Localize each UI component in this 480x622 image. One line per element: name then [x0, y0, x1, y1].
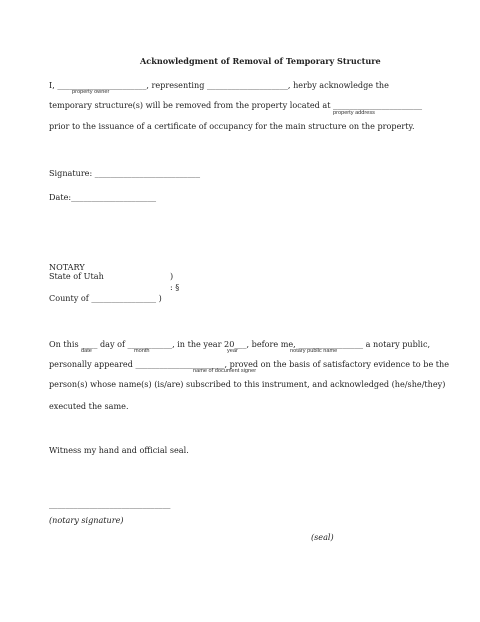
witness-statement: Witness my hand and official seal.: [49, 445, 189, 455]
property-address-caption: property address: [333, 110, 375, 116]
county-line: County of ________________ ): [49, 293, 162, 303]
notary-line-3: person(s) whose name(s) (is/are) subscribed to this instrument, and acknowledged (he/she/they): [49, 379, 446, 389]
date-line: Date:_____________________: [49, 192, 157, 202]
notary-signature-label: (notary signature): [49, 515, 124, 525]
state-label: State of Utah: [49, 271, 104, 281]
notary-signature-line: ______________________________: [49, 499, 171, 509]
state-paren: ): [170, 271, 174, 281]
acknowledgment-line-2: temporary structure(s) will be removed from the property located at ______________________: [49, 100, 423, 110]
notary-line-4: executed the same.: [49, 401, 129, 411]
seal-label: (seal): [311, 532, 334, 542]
notary-heading: NOTARY: [49, 262, 85, 272]
month-caption: month: [134, 348, 150, 354]
signer-name-caption: name of document signer: [193, 368, 257, 374]
notary-name-caption: notary public name: [290, 348, 338, 354]
acknowledgment-line-3: prior to the issuance of a certificate of occupancy for the main structure on the property.: [49, 121, 415, 131]
property-owner-caption: property owner: [72, 89, 110, 95]
acknowledgment-line-1: I, ______________________, representing ____________________, herby acknowledge the: [49, 80, 389, 90]
document-title: Acknowledgment of Removal of Temporary Structure: [140, 56, 381, 66]
notary-line-2: personally appeared ______________________, proved on the basis of satisfactory evidence to be the: [49, 359, 450, 369]
year-caption: year: [227, 348, 238, 354]
signature-line: Signature: __________________________: [49, 168, 200, 178]
section-mark: : §: [170, 282, 180, 292]
notary-line-1: On this ____ day of ___________, in the year 20___, before me, ________________ a notary public,: [49, 339, 431, 349]
date-caption: date: [81, 348, 92, 354]
